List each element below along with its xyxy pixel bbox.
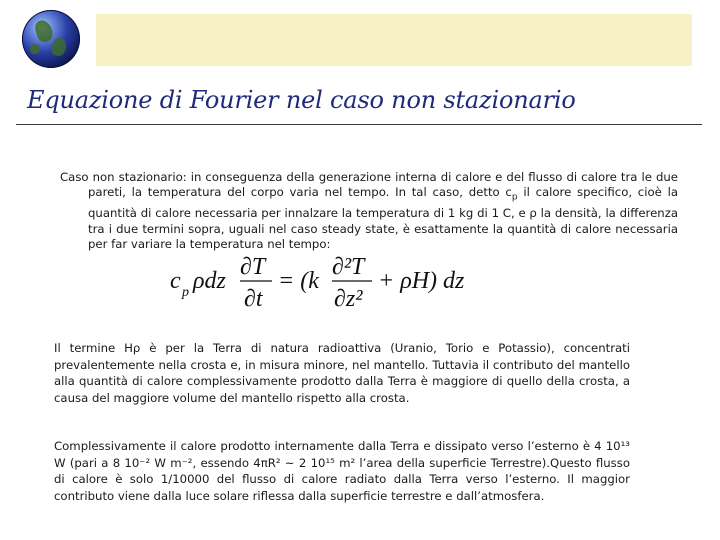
equation-dT: ∂T [240,254,266,280]
equation-p: p [182,285,189,300]
equation-dz2: ∂z² [334,286,363,312]
equation-d2T: ∂²T [332,254,365,280]
globe-icon [22,10,80,68]
equation-c: c [170,268,181,294]
equation-rho-dz: ρdz [193,268,226,294]
paragraph-total-heat: Complessivamente il calore prodotto internamente dalla Terra e dissipato verso l’esterno è 4 10¹³ W (pari a 8 10⁻² W m⁻², essendo 4πR² ~ 2 10¹⁵ m² l’area della superficie Terrestre).Questo flusso di calore è solo 1/10000 del flusso di calore radiato dalla Terra verso l’esterno. Il maggior contributo viene dalla luce solare riflessa dalla superficie terrestre e dall’atmosfera. [54,439,630,503]
paragraph-text: il calore specifico, cioè la quantità di calore necessaria per innalzare la temperatura di 1 kg di 1 C, e ρ la densità, la differenza tra i due termini sopra, uguali nel caso steady state, è esattamente la quantità di calore necessaria per far variare la temperatura nel tempo: [88,185,678,251]
equation-eq-open: = (k [278,268,319,294]
paragraph-radioactive-heat: Il termine Hρ è per la Terra di natura radioattiva (Uranio, Torio e Potassio), concentrati prevalentemente nella crosta e, in misura minore, nel mantello. Tuttavia il contributo del mantello alla quantità di calore complessivamente prodotto dalla Terra è maggiore di quello della crosta, a causa del maggiore volume del mantello rispetto alla crosta. [54,341,630,405]
title-divider [16,124,702,125]
paragraph-non-stationary [60,170,678,252]
slide-title: Equazione di Fourier nel caso non stazionario [27,86,576,114]
equation-plus-rhoH: + ρH) dz [378,268,465,294]
paragraph-text: Caso non stazionario: in conseguenza della generazione interna di calore e del flusso di calore tra le due pareti, la temperatura del corpo varia nel tempo. In tal caso, detto c [60,170,678,200]
equation-dt: ∂t [244,286,263,312]
subscript: p [511,192,518,203]
fourier-equation [170,252,490,314]
header-banner [96,14,692,66]
